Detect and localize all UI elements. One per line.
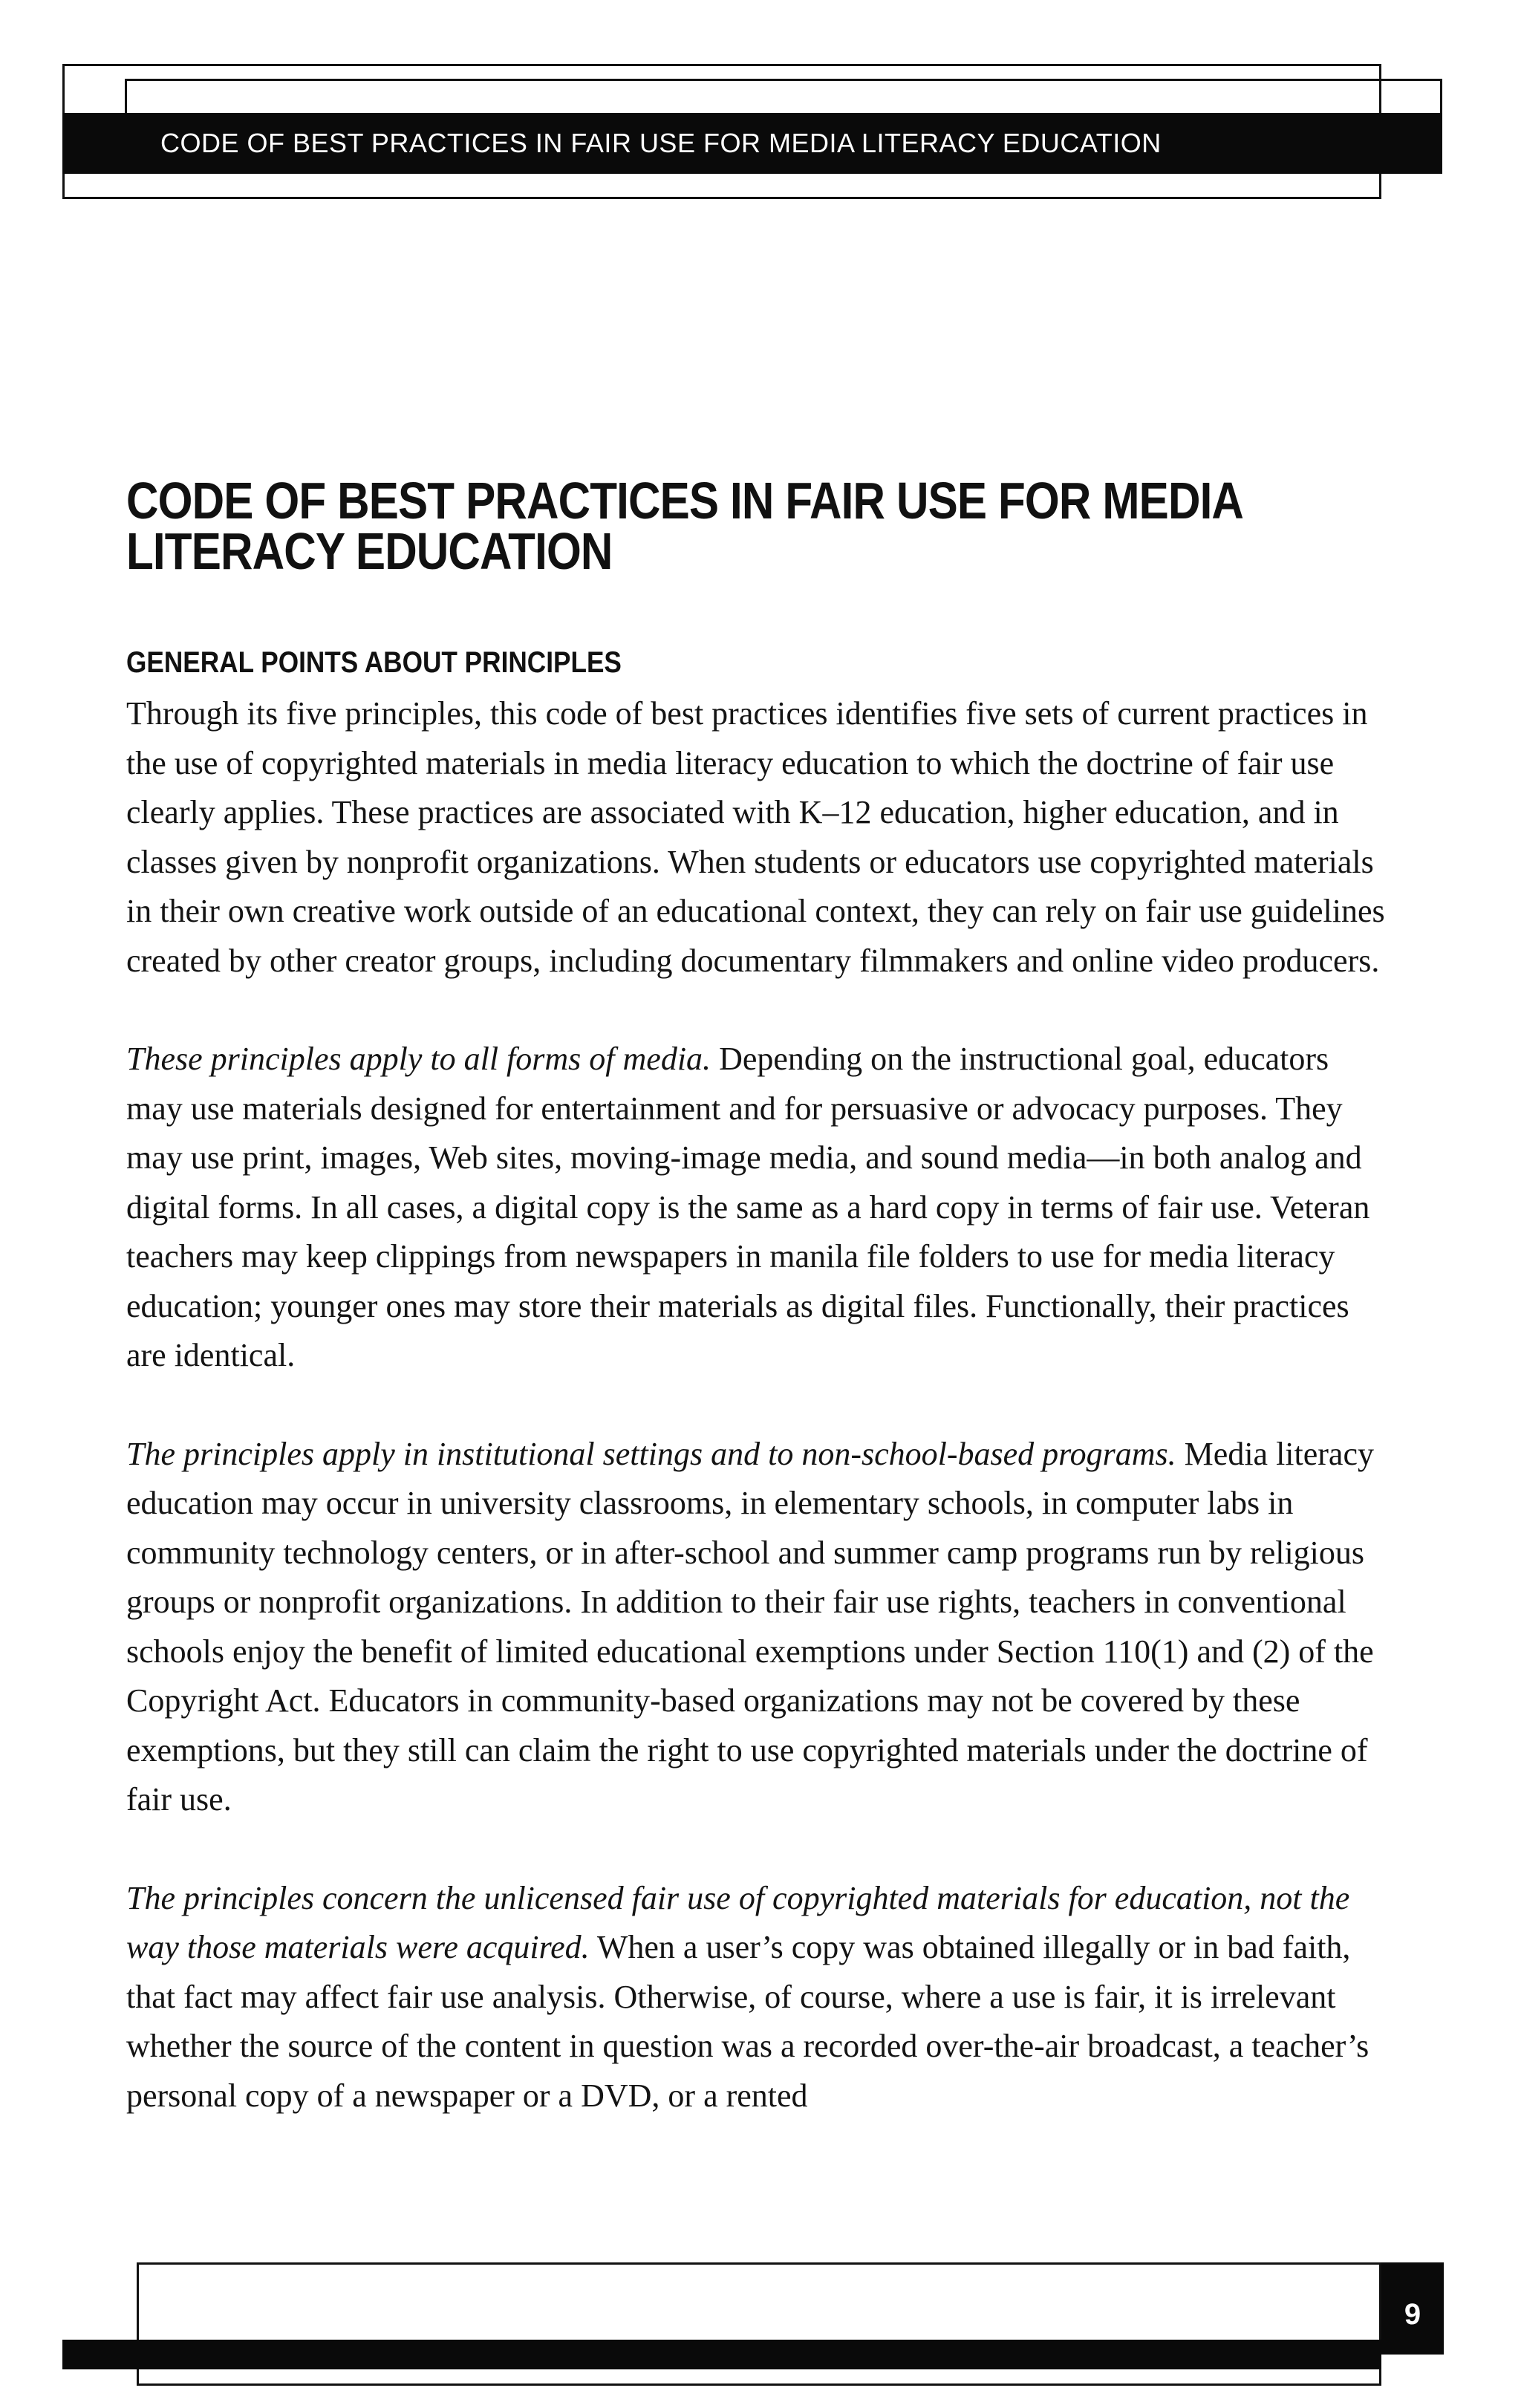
header-frame-offset [125, 79, 1442, 113]
page-title: CODE OF BEST PRACTICES IN FAIR USE FOR MEDIA LITERACY EDUCATION [126, 472, 1242, 580]
section-heading: GENERAL POINTS ABOUT PRINCIPLES [126, 646, 622, 679]
paragraph-3 [126, 1430, 1389, 1825]
paragraph-2 [126, 1035, 1389, 1381]
paragraph-4 [126, 1874, 1389, 2121]
running-header-title: CODE OF BEST PRACTICES IN FAIR USE FOR MEDIA LITERACY EDUCATION [160, 128, 1162, 158]
paragraph-1 [126, 689, 1389, 986]
footer-bar [62, 2340, 1381, 2369]
paragraph-4-lead: The principles concern the unlicensed fair use of copyrighted materials for education, not the way those materials were acquired. [126, 1879, 1350, 1965]
paragraph-4-text: When a user’s copy was obtained illegally or in bad faith, that fact may affect fair use analysis. Otherwise, of course, where a use is fair, it is irrelevant whether the source of the content in question was a recorded over-the-air broadcast, a teacher’s personal copy of a newspaper or a DVD, or a rented [126, 1929, 1369, 2114]
page-number [1381, 2262, 1444, 2355]
paragraph-2-text: Depending on the instructional goal, educators may use materials designed for entertainment and for persuasive or advocacy purposes. They may use print, images, Web sites, moving-image media, and sound media—in both analog and digital forms. In all cases, a digital copy is the same as a hard copy in terms of fair use. Veteran teachers may keep clippings from newspapers in manila file folders to use for media literacy education; younger ones may store their materials as digital files. Functionally, their practices are identical. [126, 1041, 1370, 1373]
paragraph-3-text: Media literacy education may occur in university classrooms, in elementary schools, in computer labs in community technology centers, or in after-school and summer camp programs run by religious groups or nonprofit organizations. In addition to their fair use rights, teachers in conventional schools enjoy the benefit of limited educational exemptions under Section 110(1) and (2) of the Copyright Act. Educators in community-based organizations may not be covered by these exemptions, but they still can claim the right to use copyrighted materials under the doctrine of fair use. [126, 1435, 1374, 1818]
page-number-label: 9 [1404, 2297, 1421, 2331]
body-text [126, 689, 1389, 2121]
paragraph-1-text: Through its five principles, this code of best practices identifies five sets of current practices in the use of copyrighted materials in media literacy education to which the doctrine of fair use clearly applies. These practices are associated with K–12 education, higher education, and in classes given by nonprofit organizations. When students or educators use copyrighted materials in their own creative work outside of an educational context, they can rely on fair use guidelines created by other creator groups, including documentary filmmakers and online video producers. [126, 695, 1385, 979]
paragraph-3-lead: The principles apply in institutional settings and to non-school-based programs. [126, 1435, 1176, 1472]
paragraph-2-lead: These principles apply to all forms of media. [126, 1041, 711, 1077]
running-header [62, 113, 1442, 174]
